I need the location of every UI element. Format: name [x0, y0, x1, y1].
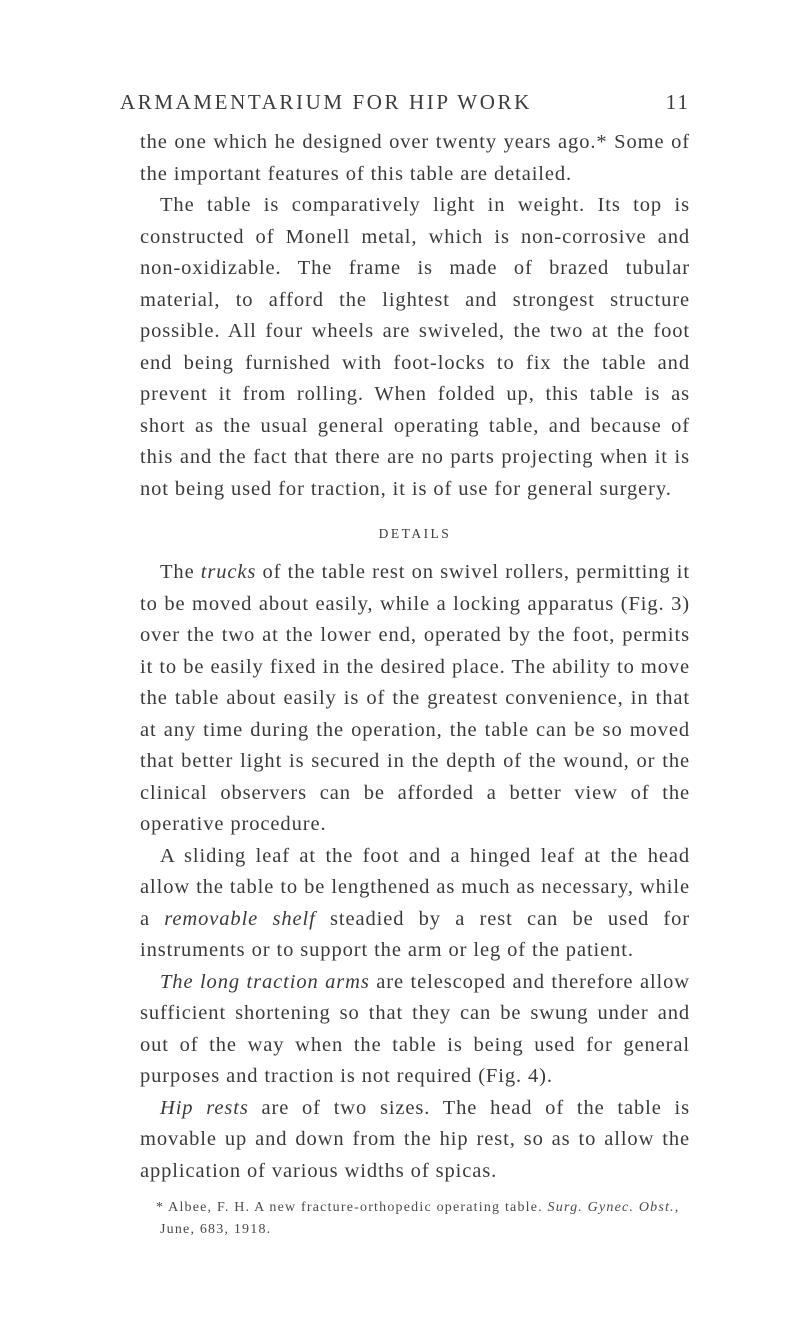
- page-number: 11: [665, 90, 690, 114]
- paragraph-text: steadied by a rest can be used for instruments or to support the arm or leg of the patient.: [140, 907, 691, 961]
- footnote-journal: Surg. Gynec. Obst.: [547, 1200, 675, 1215]
- italic-term: removable shelf: [164, 907, 316, 930]
- paragraph-continuation: [140, 127, 690, 190]
- paragraph-text: are of two sizes. The head of the table is movable up and down from the hip rest, so as to allow the application of various widths of spicas.: [140, 1096, 690, 1182]
- body-text: [140, 127, 690, 1255]
- paragraph-lead: A sliding leaf at the foot and a hinged leaf at the head allow the table to be lengthened as much as necessary, while a: [140, 844, 690, 930]
- paragraph-traction-arms: [140, 967, 690, 1093]
- paragraph-text: of the table rest on swivel rollers, permitting it to be moved about easily, while a locking apparatus (Fig. 3) over the two at the lower end, operated by the foot, permits it to be easily fixed in the desired place. The ability to move the table about easily is of the greatest convenience, in that at any time during the operation, the table can be so moved that better light is secured in the depth of the wound, or the clinical observers can be afforded a better view of the operative procedure.: [140, 561, 690, 835]
- paragraph-table-construction: [140, 190, 690, 505]
- paragraph-trucks: [140, 557, 690, 841]
- running-head: [120, 90, 690, 120]
- italic-term: The long traction arms: [160, 970, 370, 993]
- paragraph-text: the one which he designed over twenty years ago.* Some of the important features of this table are detailed.: [140, 131, 690, 185]
- paragraph-text: are telescoped and therefore allow sufficient shortening so that they can be swung under and out of the way when the table is being used for general purposes and traction is not required (Fig. 4).: [140, 970, 690, 1087]
- italic-term: trucks: [200, 561, 257, 583]
- paragraph-lead: The: [160, 561, 201, 583]
- paragraph-hip-rests: [140, 1093, 690, 1188]
- running-title: ARMAMENTARIUM FOR HIP WORK: [120, 90, 532, 114]
- footnote-rest: , June, 683, 1918.: [160, 1200, 680, 1237]
- paragraph-sliding-leaf: [140, 841, 690, 967]
- paragraph-text: The table is comparatively light in weight. Its top is constructed of Monell metal, which is non-corrosive and non-oxidizable. The frame is made of brazed tubular material, to afford the lightest and strongest structure possible. All four wheels are swiveled, the two at the foot end being furnished with foot-locks to fix the table and prevent it from rolling. When folded up, this table is as short as the usual general operating table, and because of this and the fact that there are no parts projecting when it is not being used for traction, it is of use for general surgery.: [140, 194, 690, 500]
- section-heading: DETAILS: [378, 526, 452, 541]
- italic-term: Hip rests: [160, 1096, 249, 1119]
- footnote: [156, 1197, 690, 1241]
- footnote-lead: * Albee, F. H. A new fracture-orthopedic operating table.: [156, 1200, 548, 1215]
